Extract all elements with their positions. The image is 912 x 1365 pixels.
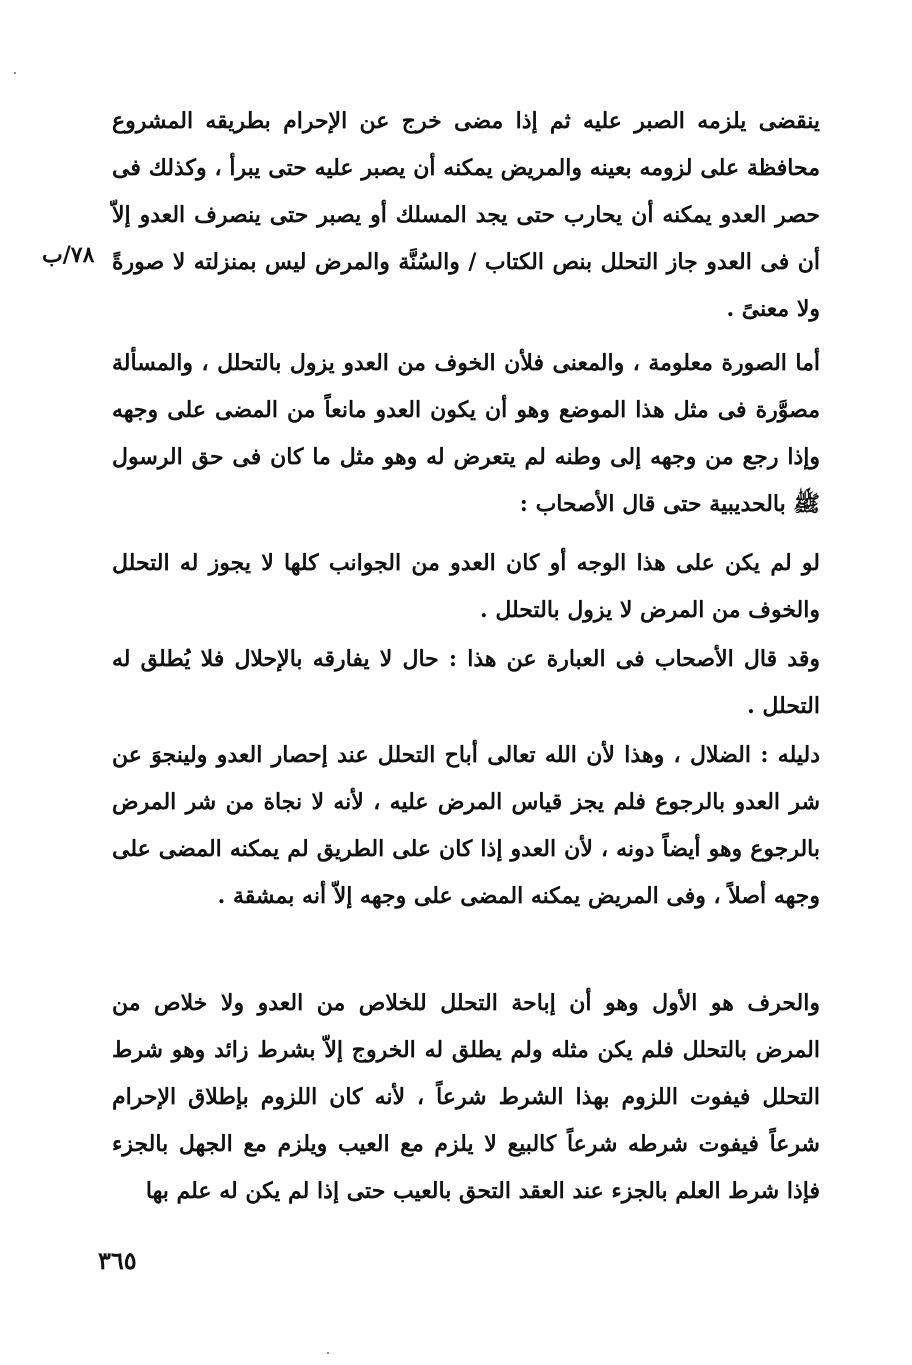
scan-speck bbox=[14, 72, 16, 74]
paragraph-3: لو لم يكن على هذا الوجه أو كان العدو من الجوانب كلها لا يجوز له التحلل والخوف من المرض لا يزول بالتحلل . bbox=[112, 550, 820, 623]
paragraph-6: والحرف هو الأول وهو أن إباحة التحلل للخلاص من العدو ولا خلاص من المرض بالتحلل فلم يكن مثله ولم يطلق له الخروج إلاّ بشرط زائد وهو شرط التحلل فيفوت اللزوم بهذا الشرط شرعاً ، لأنه كان اللزوم بإطلاق الإحرام شرعاً فيفوت شرطه شرعاً كالبيع لا يلزم مع العيب ويلزم مع الجهل بالجزء فإذا شرط العلم بالجزء عند العقد التحق بالعيب حتى إذا لم يكن له علم بها bbox=[112, 990, 820, 1204]
scan-speck bbox=[327, 1352, 329, 1354]
paragraph-5: دليله : الضلال ، وهذا لأن الله تعالى أباح التحلل عند إحصار العدو ولينجوَ عن شر العدو بالرجوع فلم يجز قياس المرض عليه ، لأنه لا نجاة من شر المرض بالرجوع وهو أيضاً دونه ، لأن العدو إذا كان على الطريق لم يمكنه المضى على وجهه أصلاً ، وفى المريض يمكنه المضى على وجهه إلاّ أنه بمشقة . bbox=[112, 742, 820, 909]
paragraph-1: ينقضى يلزمه الصبر عليه ثم إذا مضى خرج عن الإحرام بطريقه المشروع محافظة على لزومه بعينه والمريض يمكنه أن يصبر عليه حتى يبرأ ، وكذلك فى حصر العدو يمكنه أن يحارب حتى يجد المسلك أو يصبر حتى ينصرف العدو إلاّ أن فى العدو جاز التحلل بنص الكتاب / والسُنَّة والمرض ليس بمنزلته لا صورةً ولا معنىً . bbox=[112, 108, 820, 322]
paragraph-2: أما الصورة معلومة ، والمعنى فلأن الخوف من العدو يزول بالتحلل ، والمسألة مصوَّرة فى مثل هذا الموضع وهو أن يكون العدو مانعاً من المضى على وجهه وإذا رجع من وجهه إلى وطنه لم يتعرض له وهو مثل ما كان فى حق الرسول ﷺ بالحديبية حتى قال الأصحاب : bbox=[112, 350, 820, 517]
page-number: ٣٦٥ bbox=[98, 1246, 137, 1275]
paragraph-4: وقد قال الأصحاب فى العبارة عن هذا : حال لا يفارقه بالإحلال فلا يُطلق له التحلل . bbox=[112, 646, 820, 719]
folio-margin-note: ٧٨/ب bbox=[42, 242, 95, 268]
